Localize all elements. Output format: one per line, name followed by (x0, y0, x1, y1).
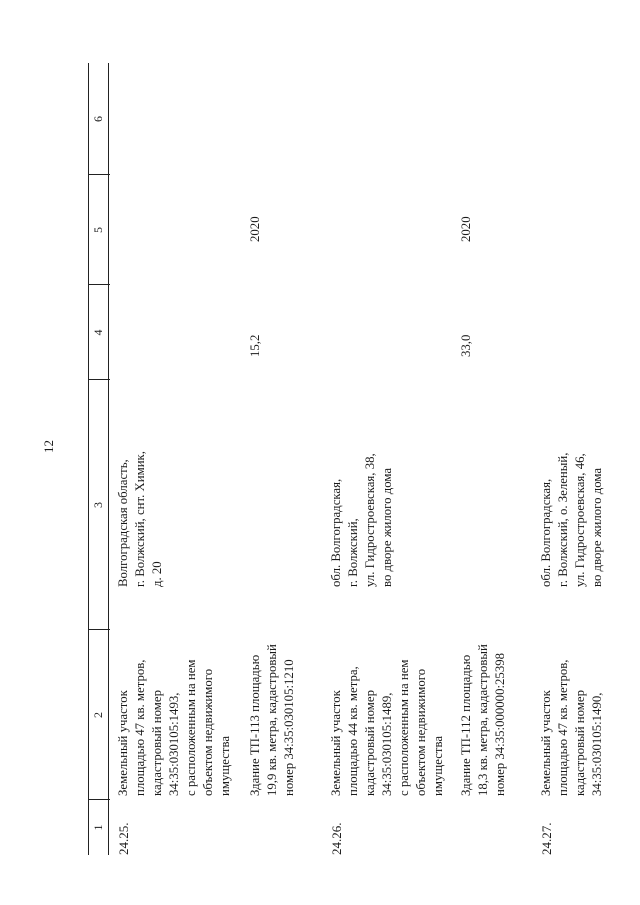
area-value: 15,2 (248, 334, 262, 357)
object-description (458, 644, 509, 796)
area-value: 33,0 (459, 334, 473, 357)
object-address (328, 453, 396, 587)
table-top-border (88, 63, 89, 855)
address-line: д. 20 (150, 561, 164, 587)
description-line: 34:35:030105:1489, (380, 692, 394, 796)
description-line: кадастровый номер (363, 690, 377, 796)
description-line: кадастровый номер (573, 690, 587, 796)
object-description (328, 660, 447, 796)
description-line: 19,9 кв. метра, кадастровый (265, 644, 279, 796)
address-line: обл. Волгоградская, (539, 478, 553, 587)
row-number: 24.25. (116, 822, 131, 855)
description-line: Здание ТП-113 площадью (248, 654, 262, 796)
description-line: номер 34:35:030105:1210 (282, 659, 296, 796)
description-line: с расположенным на нем (397, 659, 411, 796)
column-header-4: 4 (91, 329, 105, 336)
address-line: г. Волжский, (346, 518, 360, 587)
description-line: 34:35:030105:1493, (167, 692, 181, 796)
description-line: Здание ТП-112 площадью (459, 654, 473, 796)
column-header-6: 6 (91, 116, 105, 122)
description-line: Земельный участок (329, 690, 343, 796)
description-line: Земельный участок (116, 690, 130, 796)
address-line: во дворе жилого дома (590, 467, 604, 587)
description-line: кадастровый номер (150, 690, 164, 796)
page-number: 12 (41, 440, 56, 453)
column-header-1: 1 (91, 824, 105, 831)
description-line: объектом недвижимого (414, 668, 428, 796)
description-line: площадью 47 кв. метров, (556, 659, 570, 796)
column-header-3: 3 (91, 502, 105, 508)
object-address (115, 451, 166, 587)
description-line: 34:35:030105:1490, (590, 692, 604, 796)
description-line: имущества (431, 735, 445, 796)
address-line: во дворе жилого дома (380, 467, 394, 587)
description-line: Земельный участок (539, 690, 553, 796)
address-line: обл. Волгоградская, (329, 478, 343, 587)
column-header-5: 5 (91, 227, 105, 233)
object-description (115, 660, 234, 797)
address-line: ул. Гидростроевская, 46, (573, 453, 587, 587)
description-line: с расположенным на нем (184, 659, 198, 796)
year-value: 2020 (459, 216, 473, 242)
register-table (88, 55, 608, 855)
description-line: 18,3 кв. метра, кадастровый (476, 644, 490, 796)
description-line: площадью 44 кв. метра, (346, 666, 360, 796)
address-line: г. Волжский, о. Зеленый, (556, 452, 570, 587)
year-value: 2020 (248, 216, 262, 242)
address-line: г. Волжский, снт. Химик, (133, 451, 147, 587)
object-address (538, 453, 606, 587)
object-description (247, 644, 298, 796)
object-description (538, 660, 606, 797)
description-line: объектом недвижимого (201, 668, 215, 796)
description-line: номер 34:35:000000:25398 (493, 652, 507, 796)
column-header-2: 2 (91, 712, 105, 718)
description-line: имущества (218, 735, 232, 796)
address-line: Волгоградская область, (116, 459, 130, 587)
header-bottom-border (108, 63, 109, 855)
row-number: 24.27. (539, 822, 554, 855)
description-line: площадью 47 кв. метров, (133, 659, 147, 796)
row-number: 24.26. (329, 822, 344, 855)
address-line: ул. Гидростроевская, 38, (363, 453, 377, 587)
